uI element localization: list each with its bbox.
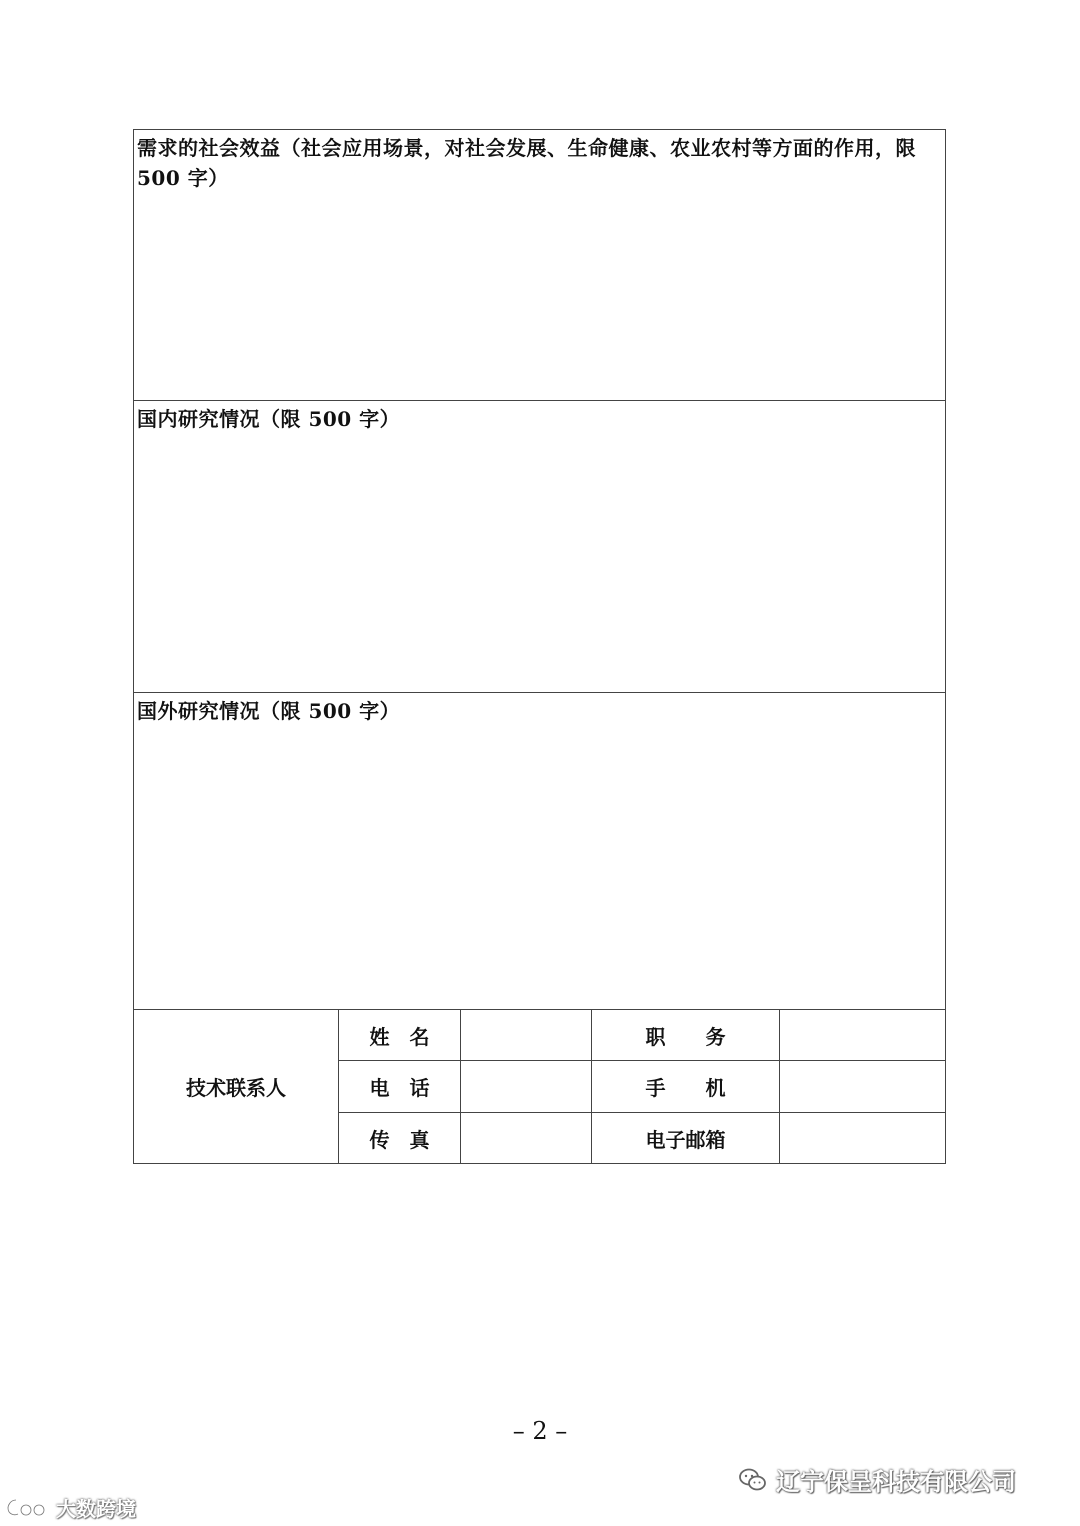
name-field[interactable] <box>462 1012 590 1059</box>
mobile-label: 手 机 <box>645 1076 726 1100</box>
name-label: 姓 名 <box>369 1025 430 1049</box>
mobile-field[interactable] <box>781 1063 943 1110</box>
watermark-left <box>6 1493 136 1522</box>
email-field[interactable] <box>781 1115 943 1161</box>
fax-label: 传 真 <box>369 1127 430 1152</box>
domestic-research-label: 国内研究情况（限 500 字） <box>137 407 401 431</box>
wechat-icon <box>738 1467 768 1493</box>
watermark-right-text: 辽宁保呈科技有限公司 <box>776 1468 1016 1496</box>
contact-heading: 技术联系人 <box>186 1075 286 1100</box>
contact-table <box>133 1009 946 1164</box>
foreign-research-label: 国外研究情况（限 500 字） <box>137 699 401 723</box>
foreign-research-section <box>133 692 946 1010</box>
social-benefit-section <box>133 129 946 401</box>
position-field[interactable] <box>781 1012 943 1059</box>
page-number: – 2 – <box>512 1417 568 1445</box>
email-label: 电子邮箱 <box>645 1127 726 1152</box>
phone-label: 电 话 <box>369 1076 430 1100</box>
fax-field[interactable] <box>462 1115 590 1161</box>
watermark-right <box>738 1462 1016 1497</box>
source-logo-icon <box>6 1497 50 1519</box>
phone-field[interactable] <box>462 1063 590 1110</box>
divider <box>460 1010 461 1163</box>
position-label: 职 务 <box>645 1025 726 1049</box>
divider <box>779 1010 780 1163</box>
social-benefit-label: 需求的社会效益（社会应用场景，对社会发展、生命健康、农业农村等方面的作用，限 500 字） <box>137 136 916 190</box>
domestic-research-section <box>133 400 946 693</box>
watermark-left-text: 大数跨境 <box>56 1497 136 1521</box>
